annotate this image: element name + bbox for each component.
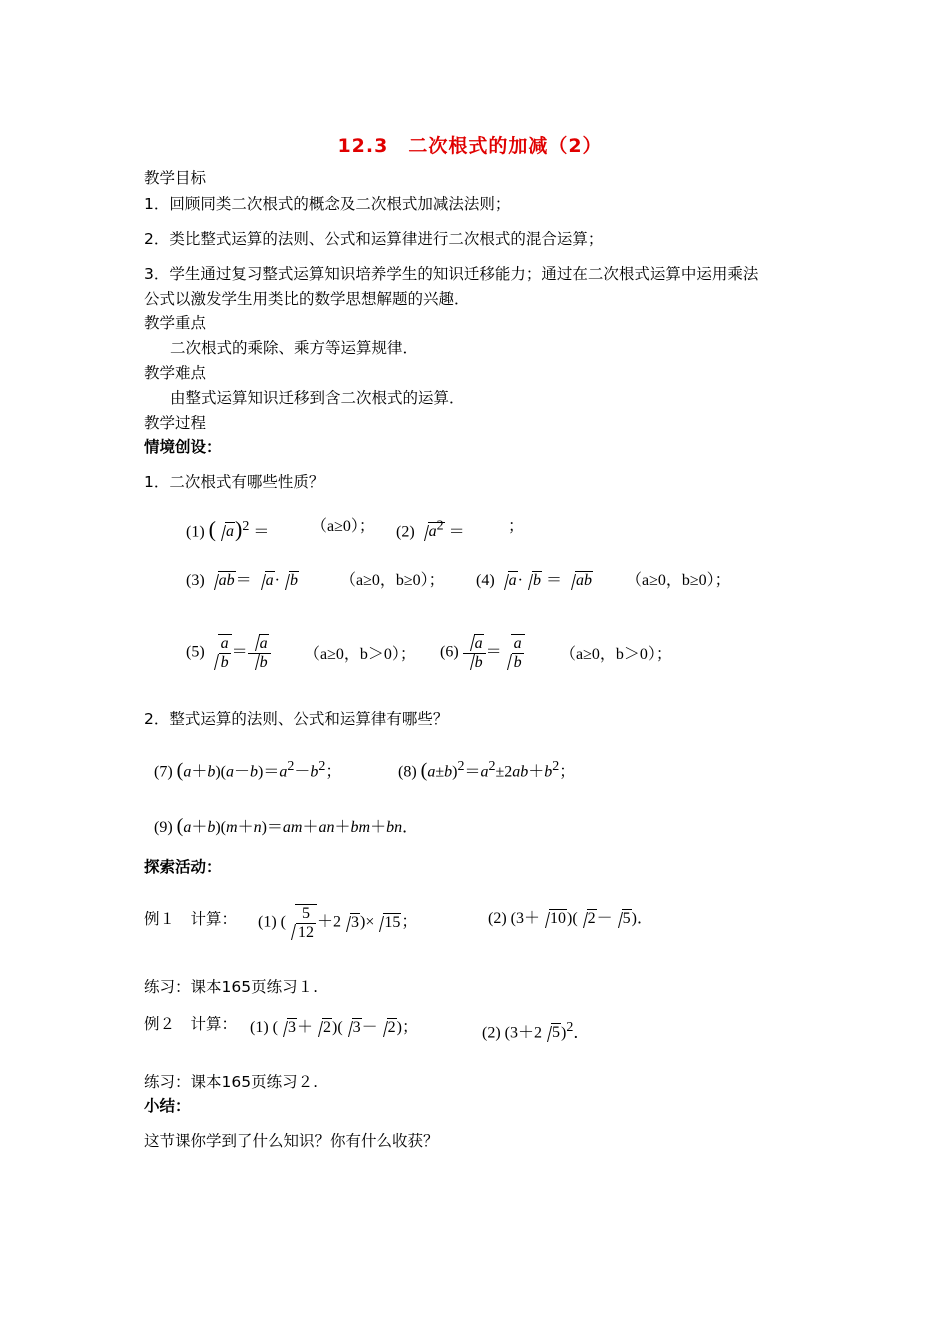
formula-2: (2) $a^2$ ＝: [396, 516, 465, 543]
objective-2: 2．类比整式运算的法则、公式和运算律进行二次根式的混合运算；: [144, 230, 604, 248]
formula-1-condition: （a≥0）；: [311, 518, 375, 535]
practice-2: 练习：课本165页练习２.: [144, 1073, 319, 1091]
example-2-part1: (1) ( 3＋ 2)( 3－ 2)；: [250, 1017, 418, 1039]
example-2-part2-label: (2): [482, 1024, 501, 1042]
key-points-text: 二次根式的乘除、乘方等运算规律．: [170, 339, 419, 357]
explore-heading: 探索活动：: [144, 858, 222, 876]
difficulties-heading: 教学难点: [144, 364, 207, 382]
formula-6: (6) $\frac{a}{b}$ ＝ $\frac{a}{b}$: [440, 634, 525, 672]
question-2: 2．整式运算的法则、公式和运算律有哪些？: [144, 710, 449, 728]
formula-4-label: (4): [476, 572, 495, 589]
objectives-heading: 教学目标: [144, 169, 207, 187]
summary-text: 这节课你学到了什么知识？你有什么收获？: [144, 1132, 439, 1150]
example-2-part1-label: (1): [250, 1019, 269, 1036]
formula-8: (8) $(a\pm b)^2=a^2\pm 2ab+b^2$；: [398, 759, 576, 782]
example-1-label: 例１ 计算：: [144, 910, 238, 928]
example-1-part1: (1) ( $\frac{5}{12}$ ＋2 3)× 15；: [258, 905, 418, 941]
formula-5: (5) $\frac{a}{b}$ ＝ $\frac{a}{b}$: [186, 634, 271, 672]
objective-1: 1．回顾同类二次根式的概念及二次根式加减法法则；: [144, 195, 511, 213]
objective-3-line1: 3．学生通过复习整式运算知识培养学生的知识迁移能力；通过在二次根式运算中运用乘法: [144, 265, 759, 283]
formula-5-label: (5): [186, 643, 205, 661]
formula-1-label: (1): [186, 523, 205, 541]
objective-3-line2: 公式以激发学生用类比的数学思想解题的兴趣．: [144, 290, 470, 308]
page-title: 12.3 二次根式的加减（2）: [337, 135, 603, 157]
formula-9-label: (9): [154, 819, 173, 836]
formula-7: (7) $(a+b)(a-b)=a^2-b^2$；: [154, 759, 342, 782]
formula-6-label: (6): [440, 643, 459, 661]
formula-5-condition: （a≥0，b＞0）；: [304, 646, 416, 663]
difficulties-text: 由整式运算知识迁移到含二次根式的运算．: [170, 389, 465, 407]
formula-7-label: (7): [154, 763, 173, 781]
formula-3: (3) ab＝ a· b: [186, 570, 299, 592]
example-2-part2: (2) (3＋2 5)$^2$．: [482, 1017, 589, 1044]
formula-8-label: (8): [398, 763, 417, 781]
example-1-part1-label: (1): [258, 913, 277, 931]
question-1: 1．二次根式有哪些性质？: [144, 473, 325, 491]
formula-4: (4) a· b ＝ ab: [476, 570, 593, 592]
practice-1: 练习：课本165页练习１.: [144, 978, 319, 996]
formula-1: (1) ( a)$^2$ ＝: [186, 516, 270, 542]
summary-heading: 小结：: [144, 1097, 191, 1115]
formula-2-tail: ；: [508, 518, 525, 535]
example-2-label: 例２ 计算：: [144, 1015, 238, 1033]
formula-9: (9) (a＋b)(m＋n)＝am＋an＋bm＋bn．: [154, 815, 419, 837]
scenario-heading: 情境创设：: [144, 438, 222, 456]
formula-6-condition: （a≥0，b＞0）；: [560, 646, 672, 663]
formula-4-condition: （a≥0，b≥0）；: [626, 572, 731, 589]
example-1-part2-label: (2): [488, 910, 507, 927]
formula-2-label: (2): [396, 523, 415, 541]
key-points-heading: 教学重点: [144, 314, 207, 332]
formula-3-condition: （a≥0，b≥0）；: [340, 572, 445, 589]
example-1-part2: (2) (3＋ 10)( 2－ 5)．: [488, 908, 653, 930]
process-heading: 教学过程: [144, 414, 207, 432]
formula-3-label: (3): [186, 572, 205, 589]
